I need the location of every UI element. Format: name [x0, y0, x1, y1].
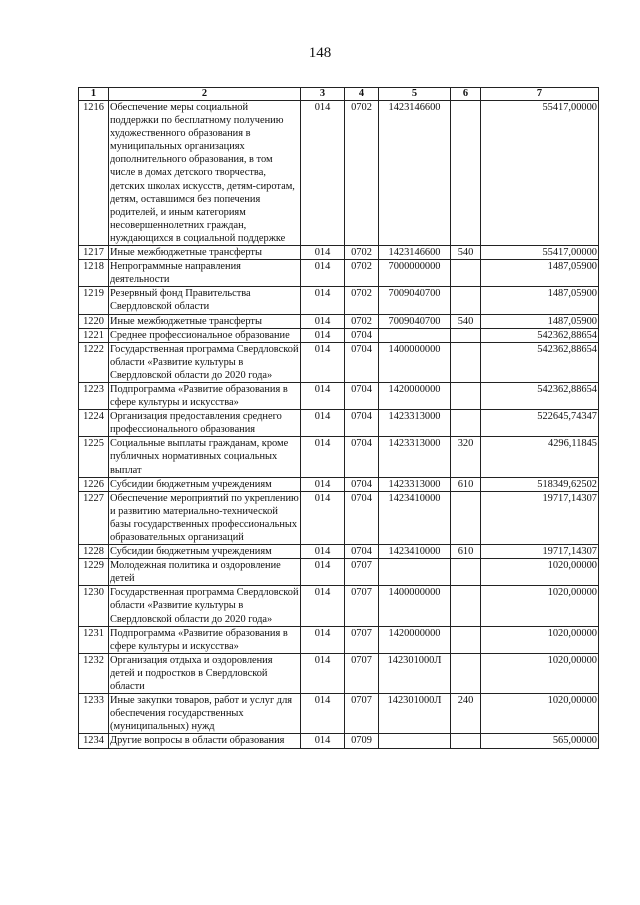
target-article-cell: 1423313000 [379, 437, 451, 477]
amount-cell: 565,00000 [481, 734, 599, 748]
target-article-cell [379, 559, 451, 586]
amount-cell: 1020,00000 [481, 694, 599, 734]
header-cell: 2 [109, 88, 301, 101]
expense-type-cell [451, 626, 481, 653]
section-code-cell: 0704 [345, 545, 379, 559]
expense-type-cell: 610 [451, 477, 481, 491]
amount-cell: 518349,62502 [481, 477, 599, 491]
section-code-cell: 0707 [345, 694, 379, 734]
department-code-cell: 014 [301, 410, 345, 437]
section-code-cell: 0704 [345, 328, 379, 342]
table-row [79, 653, 599, 693]
row-name-cell: Организация предоставления среднего профессионального образования [109, 410, 301, 437]
amount-cell: 542362,88654 [481, 342, 599, 382]
expense-type-cell [451, 491, 481, 544]
department-code-cell: 014 [301, 314, 345, 328]
target-article-cell: 1423146600 [379, 246, 451, 260]
row-name-cell: Иные закупки товаров, работ и услуг для обеспечения государственных (муниципальных) нужд [109, 694, 301, 734]
row-name-cell: Резервный фонд Правительства Свердловской области [109, 287, 301, 314]
department-code-cell: 014 [301, 491, 345, 544]
row-number-cell: 1217 [79, 246, 109, 260]
row-name-cell: Непрограммные направления деятельности [109, 260, 301, 287]
department-code-cell: 014 [301, 559, 345, 586]
department-code-cell: 014 [301, 437, 345, 477]
row-name-cell: Иные межбюджетные трансферты [109, 314, 301, 328]
target-article-cell [379, 734, 451, 748]
section-code-cell: 0702 [345, 260, 379, 287]
expense-type-cell: 610 [451, 545, 481, 559]
target-article-cell: 1423146600 [379, 101, 451, 246]
expense-type-cell [451, 342, 481, 382]
row-name-cell: Социальные выплаты гражданам, кроме публичных нормативных социальных выплат [109, 437, 301, 477]
row-name-cell: Другие вопросы в области образования [109, 734, 301, 748]
expense-type-cell [451, 328, 481, 342]
row-number-cell: 1233 [79, 694, 109, 734]
expense-type-cell [451, 586, 481, 626]
row-number-cell: 1231 [79, 626, 109, 653]
row-number-cell: 1227 [79, 491, 109, 544]
section-code-cell: 0707 [345, 586, 379, 626]
row-name-cell: Субсидии бюджетным учреждениям [109, 545, 301, 559]
target-article-cell: 1423410000 [379, 491, 451, 544]
row-number-cell: 1216 [79, 101, 109, 246]
row-name-cell: Субсидии бюджетным учреждениям [109, 477, 301, 491]
row-name-cell: Молодежная политика и оздоровление детей [109, 559, 301, 586]
section-code-cell: 0707 [345, 626, 379, 653]
target-article-cell: 142301000Л [379, 653, 451, 693]
section-code-cell: 0702 [345, 246, 379, 260]
amount-cell: 4296,11845 [481, 437, 599, 477]
target-article-cell: 1420000000 [379, 382, 451, 409]
table-row [79, 586, 599, 626]
expense-type-cell [451, 260, 481, 287]
section-code-cell: 0704 [345, 342, 379, 382]
header-cell: 4 [345, 88, 379, 101]
table-row [79, 246, 599, 260]
expense-type-cell [451, 559, 481, 586]
page-number: 148 [308, 45, 332, 61]
department-code-cell: 014 [301, 653, 345, 693]
amount-cell: 55417,00000 [481, 101, 599, 246]
row-name-cell: Организация отдыха и оздоровления детей и подростков в Свердловской области [109, 653, 301, 693]
row-number-cell: 1226 [79, 477, 109, 491]
table-row [79, 694, 599, 734]
department-code-cell: 014 [301, 734, 345, 748]
header-cell: 1 [79, 88, 109, 101]
amount-cell: 542362,88654 [481, 382, 599, 409]
department-code-cell: 014 [301, 545, 345, 559]
table-row [79, 437, 599, 477]
amount-cell: 1020,00000 [481, 653, 599, 693]
row-number-cell: 1228 [79, 545, 109, 559]
expense-type-cell [451, 653, 481, 693]
department-code-cell: 014 [301, 626, 345, 653]
row-number-cell: 1234 [79, 734, 109, 748]
target-article-cell: 7000000000 [379, 260, 451, 287]
table-row [79, 491, 599, 544]
section-code-cell: 0702 [345, 314, 379, 328]
row-number-cell: 1222 [79, 342, 109, 382]
target-article-cell: 1423410000 [379, 545, 451, 559]
department-code-cell: 014 [301, 246, 345, 260]
amount-cell: 19717,14307 [481, 491, 599, 544]
row-number-cell: 1232 [79, 653, 109, 693]
department-code-cell: 014 [301, 342, 345, 382]
department-code-cell: 014 [301, 694, 345, 734]
target-article-cell [379, 328, 451, 342]
table-row [79, 382, 599, 409]
expense-type-cell [451, 287, 481, 314]
header-cell: 3 [301, 88, 345, 101]
target-article-cell: 7009040700 [379, 314, 451, 328]
row-number-cell: 1218 [79, 260, 109, 287]
target-article-cell: 1423313000 [379, 477, 451, 491]
department-code-cell: 014 [301, 101, 345, 246]
table-row [79, 734, 599, 748]
amount-cell: 542362,88654 [481, 328, 599, 342]
section-code-cell: 0702 [345, 101, 379, 246]
expense-type-cell: 540 [451, 246, 481, 260]
row-number-cell: 1219 [79, 287, 109, 314]
row-number-cell: 1230 [79, 586, 109, 626]
amount-cell: 522645,74347 [481, 410, 599, 437]
target-article-cell: 142301000Л [379, 694, 451, 734]
row-name-cell: Государственная программа Свердловской области «Развитие культуры в Свердловской области до 2020 года» [110, 587, 299, 625]
table-row [79, 477, 599, 491]
section-code-cell: 0702 [345, 287, 379, 314]
table-row [79, 410, 599, 437]
section-code-cell: 0709 [345, 734, 379, 748]
table-header-row [79, 88, 599, 101]
expense-type-cell [451, 734, 481, 748]
target-article-cell: 1400000000 [379, 342, 451, 382]
section-code-cell: 0704 [345, 382, 379, 409]
table-row [79, 545, 599, 559]
amount-cell: 55417,00000 [481, 246, 599, 260]
expense-type-cell [451, 410, 481, 437]
amount-cell: 1487,05900 [481, 287, 599, 314]
row-name-cell: Подпрограмма «Развитие образования в сфере культуры и искусства» [109, 382, 301, 409]
section-code-cell: 0704 [345, 437, 379, 477]
target-article-cell: 1420000000 [379, 626, 451, 653]
row-name-cell: Среднее профессиональное образование [109, 328, 301, 342]
expense-type-cell: 320 [451, 437, 481, 477]
department-code-cell: 014 [301, 287, 345, 314]
header-cell: 5 [379, 88, 451, 101]
section-code-cell: 0704 [345, 491, 379, 544]
row-name-cell: Обеспечение мероприятий по укреплению и развитию материально-технической базы государственных профессиональных образовательных организаций [110, 492, 299, 543]
expense-type-cell [451, 101, 481, 246]
section-code-cell: 0704 [345, 477, 379, 491]
table-row [79, 328, 599, 342]
table-row [79, 342, 599, 382]
table-row [79, 260, 599, 287]
section-code-cell: 0707 [345, 653, 379, 693]
section-code-cell: 0704 [345, 410, 379, 437]
department-code-cell: 014 [301, 586, 345, 626]
department-code-cell: 014 [301, 382, 345, 409]
row-name-cell: Подпрограмма «Развитие образования в сфере культуры и искусства» [109, 626, 301, 653]
table-row [79, 559, 599, 586]
row-name-cell: Обеспечение меры социальной поддержки по бесплатному получению художественного образования в муниципальных организациях дополнительного образования, в том числе в домах детского творчества, детских школах искусств, детям-сиротам, детям, оставшимся без попечения родителей, и иным категориям несовершеннолетних граждан, нуждающихся в социальной поддержке [109, 101, 301, 246]
row-name-cell: Иные межбюджетные трансферты [109, 246, 301, 260]
department-code-cell: 014 [301, 328, 345, 342]
table-row [79, 287, 599, 314]
header-cell: 7 [481, 88, 599, 101]
table-row [79, 626, 599, 653]
expense-type-cell [451, 382, 481, 409]
amount-cell: 1020,00000 [481, 586, 599, 626]
expense-type-cell: 540 [451, 314, 481, 328]
expense-type-cell: 240 [451, 694, 481, 734]
amount-cell: 19717,14307 [481, 545, 599, 559]
amount-cell: 1487,05900 [481, 260, 599, 287]
row-number-cell: 1223 [79, 382, 109, 409]
row-number-cell: 1224 [79, 410, 109, 437]
row-number-cell: 1229 [79, 559, 109, 586]
row-number-cell: 1221 [79, 328, 109, 342]
budget-table [78, 87, 599, 749]
department-code-cell: 014 [301, 477, 345, 491]
amount-cell: 1487,05900 [481, 314, 599, 328]
row-name-cell: Государственная программа Свердловской области «Развитие культуры в Свердловской области до 2020 года» [110, 343, 299, 381]
amount-cell: 1020,00000 [481, 626, 599, 653]
target-article-cell: 1423313000 [379, 410, 451, 437]
section-code-cell: 0707 [345, 559, 379, 586]
target-article-cell: 7009040700 [379, 287, 451, 314]
department-code-cell: 014 [301, 260, 345, 287]
target-article-cell: 1400000000 [379, 586, 451, 626]
row-number-cell: 1220 [79, 314, 109, 328]
row-number-cell: 1225 [79, 437, 109, 477]
table-row [79, 101, 599, 246]
header-cell: 6 [451, 88, 481, 101]
amount-cell: 1020,00000 [481, 559, 599, 586]
table-row [79, 314, 599, 328]
